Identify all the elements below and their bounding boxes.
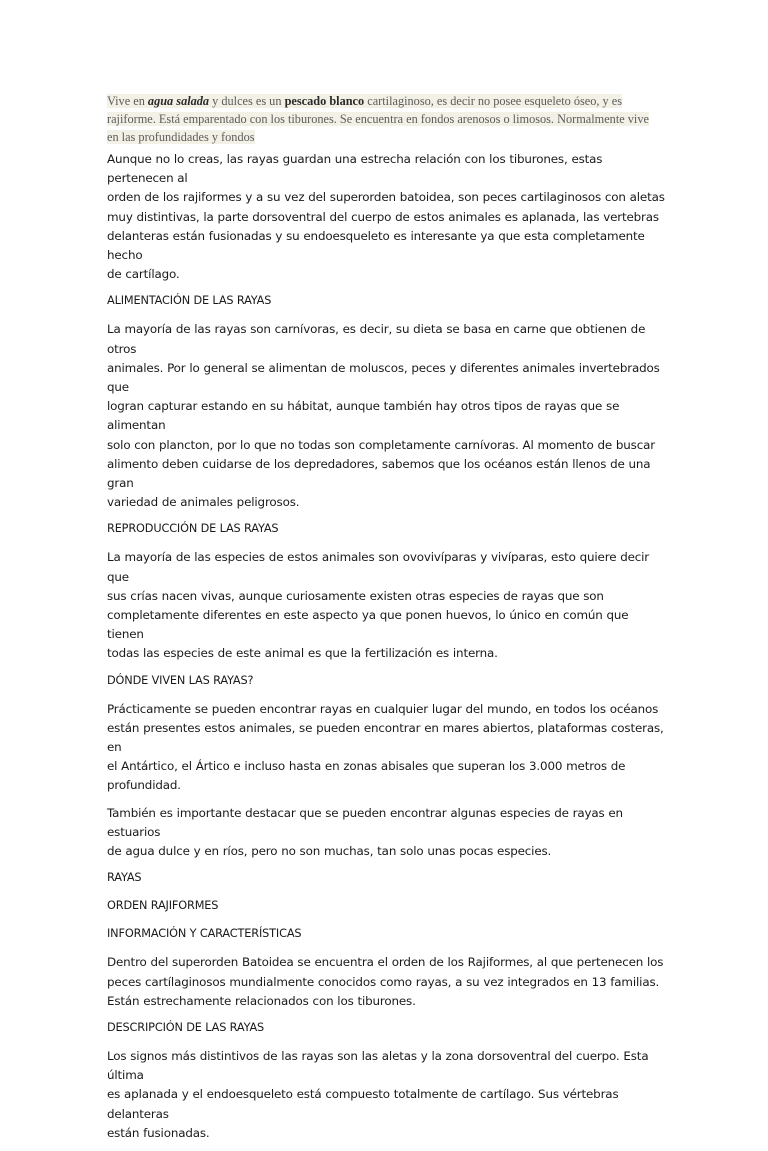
intro-line: Vive en agua salada y dulces es un pescado blanco cartilaginoso, es decir no posee esqueleto óseo, y es bbox=[107, 94, 622, 108]
section-heading bbox=[107, 1019, 667, 1037]
text-line: También es importante destacar que se pueden encontrar algunas especies de rayas en estuarios bbox=[107, 805, 623, 839]
body-paragraph bbox=[107, 1047, 667, 1143]
text-line: variedad de animales peligrosos. bbox=[107, 495, 300, 510]
text-line: Dentro del superorden Batoidea se encuentra el orden de los Rajiformes, al que pertenecen los bbox=[107, 955, 664, 970]
text-line: es aplanada y el endoesqueleto está compuesto totalmente de cartílago. Sus vértebras delanteras bbox=[107, 1087, 619, 1121]
text-line: de agua dulce y en ríos, pero no son muchas, tan solo unas pocas especies. bbox=[107, 844, 552, 859]
section-heading bbox=[107, 292, 667, 310]
text-line: DESCRIPCIÓN DE LAS RAYAS bbox=[107, 1020, 265, 1034]
intro-line: en las profundidades y fondos bbox=[107, 130, 255, 144]
section-heading bbox=[107, 672, 667, 690]
text-line: ALIMENTACIÓN DE LAS RAYAS bbox=[107, 294, 272, 308]
section-heading bbox=[107, 869, 667, 887]
document-page bbox=[107, 92, 667, 1151]
bold-term: pescado blanco bbox=[284, 94, 365, 108]
text-line: peces cartílaginosos mundialmente conocidos como rayas, a su vez integrados en 13 familias. bbox=[107, 974, 660, 989]
text-line: profundidad. bbox=[107, 778, 181, 793]
body-paragraph bbox=[107, 700, 667, 796]
text-line: REPRODUCCIÓN DE LAS RAYAS bbox=[107, 522, 279, 536]
body-paragraph bbox=[107, 150, 667, 284]
document-body bbox=[107, 150, 667, 1143]
section-heading bbox=[107, 897, 667, 915]
text-line: están fusionadas. bbox=[107, 1125, 210, 1140]
text-line: delanteras están fusionadas y su endoesqueleto es interesante ya que esta completamente hecho bbox=[107, 228, 645, 263]
text-line: ORDEN RAJIFORMES bbox=[107, 899, 219, 913]
text-line: solo con plancton, por lo que no todas son completamente carnívoras. Al momento de buscar bbox=[107, 437, 655, 452]
text-line: completamente diferentes en este aspecto ya que ponen huevos, lo único en común que tienen bbox=[107, 608, 629, 642]
text-line: Están estrechamente relacionados con los tiburones. bbox=[107, 993, 416, 1008]
body-paragraph bbox=[107, 804, 667, 862]
text-line: La mayoría de las especies de estos animales son ovovivíparas y vivíparas, esto quiere decir que bbox=[107, 550, 650, 584]
text-line: están presentes estos animales, se pueden encontrar en mares abiertos, plataformas costeras, en bbox=[107, 720, 664, 755]
intro-paragraph bbox=[107, 92, 667, 146]
text-line: logran capturar estando en su hábitat, aunque también hay otros tipos de rayas que se alimentan bbox=[107, 399, 620, 433]
text-line: sus crías nacen vivas, aunque curiosamente existen otras especies de rayas que son bbox=[107, 588, 604, 603]
text-line: de cartílago. bbox=[107, 267, 180, 282]
text-line: La mayoría de las rayas son carnívoras, es decir, su dieta se basa en carne que obtienen de otros bbox=[107, 322, 646, 356]
intro-line: rajiforme. Está emparentado con los tiburones. Se encuentra en fondos arenosos o limosos. Normalmente vive bbox=[107, 112, 649, 126]
body-paragraph bbox=[107, 320, 667, 512]
text-line: orden de los rajiformes y a su vez del superorden batoidea, son peces cartilaginosos con aletas bbox=[107, 190, 665, 205]
text-line: muy distintivas, la parte dorsoventral del cuerpo de estos animales es aplanada, las vertebras bbox=[107, 209, 659, 224]
text-line: DÓNDE VIVEN LAS RAYAS? bbox=[107, 673, 254, 687]
body-paragraph bbox=[107, 548, 667, 663]
text-line: Los signos más distintivos de las rayas son las aletas y la zona dorsoventral del cuerpo. Esta última bbox=[107, 1048, 649, 1083]
text-line: animales. Por lo general se alimentan de moluscos, peces y diferentes animales invertebrados que bbox=[107, 360, 660, 395]
text-line: todas las especies de este animal es que la fertilización es interna. bbox=[107, 646, 498, 661]
text-line: Aunque no lo creas, las rayas guardan una estrecha relación con los tiburones, estas pertenecen al bbox=[107, 152, 603, 186]
text-line: INFORMACIÓN Y CARACTERÍSTICAS bbox=[107, 927, 302, 941]
bold-italic-term: agua salada bbox=[147, 94, 210, 108]
text-line: RAYAS bbox=[107, 871, 142, 885]
body-paragraph bbox=[107, 953, 667, 1011]
section-heading bbox=[107, 520, 667, 538]
text-line: el Antártico, el Ártico e incluso hasta en zonas abisales que superan los 3.000 metros de bbox=[107, 759, 626, 774]
text-line: Prácticamente se pueden encontrar rayas en cualquier lugar del mundo, en todos los océanos bbox=[107, 701, 659, 716]
section-heading bbox=[107, 925, 667, 943]
text-line: alimento deben cuidarse de los depredadores, sabemos que los océanos están llenos de una gran bbox=[107, 456, 651, 491]
